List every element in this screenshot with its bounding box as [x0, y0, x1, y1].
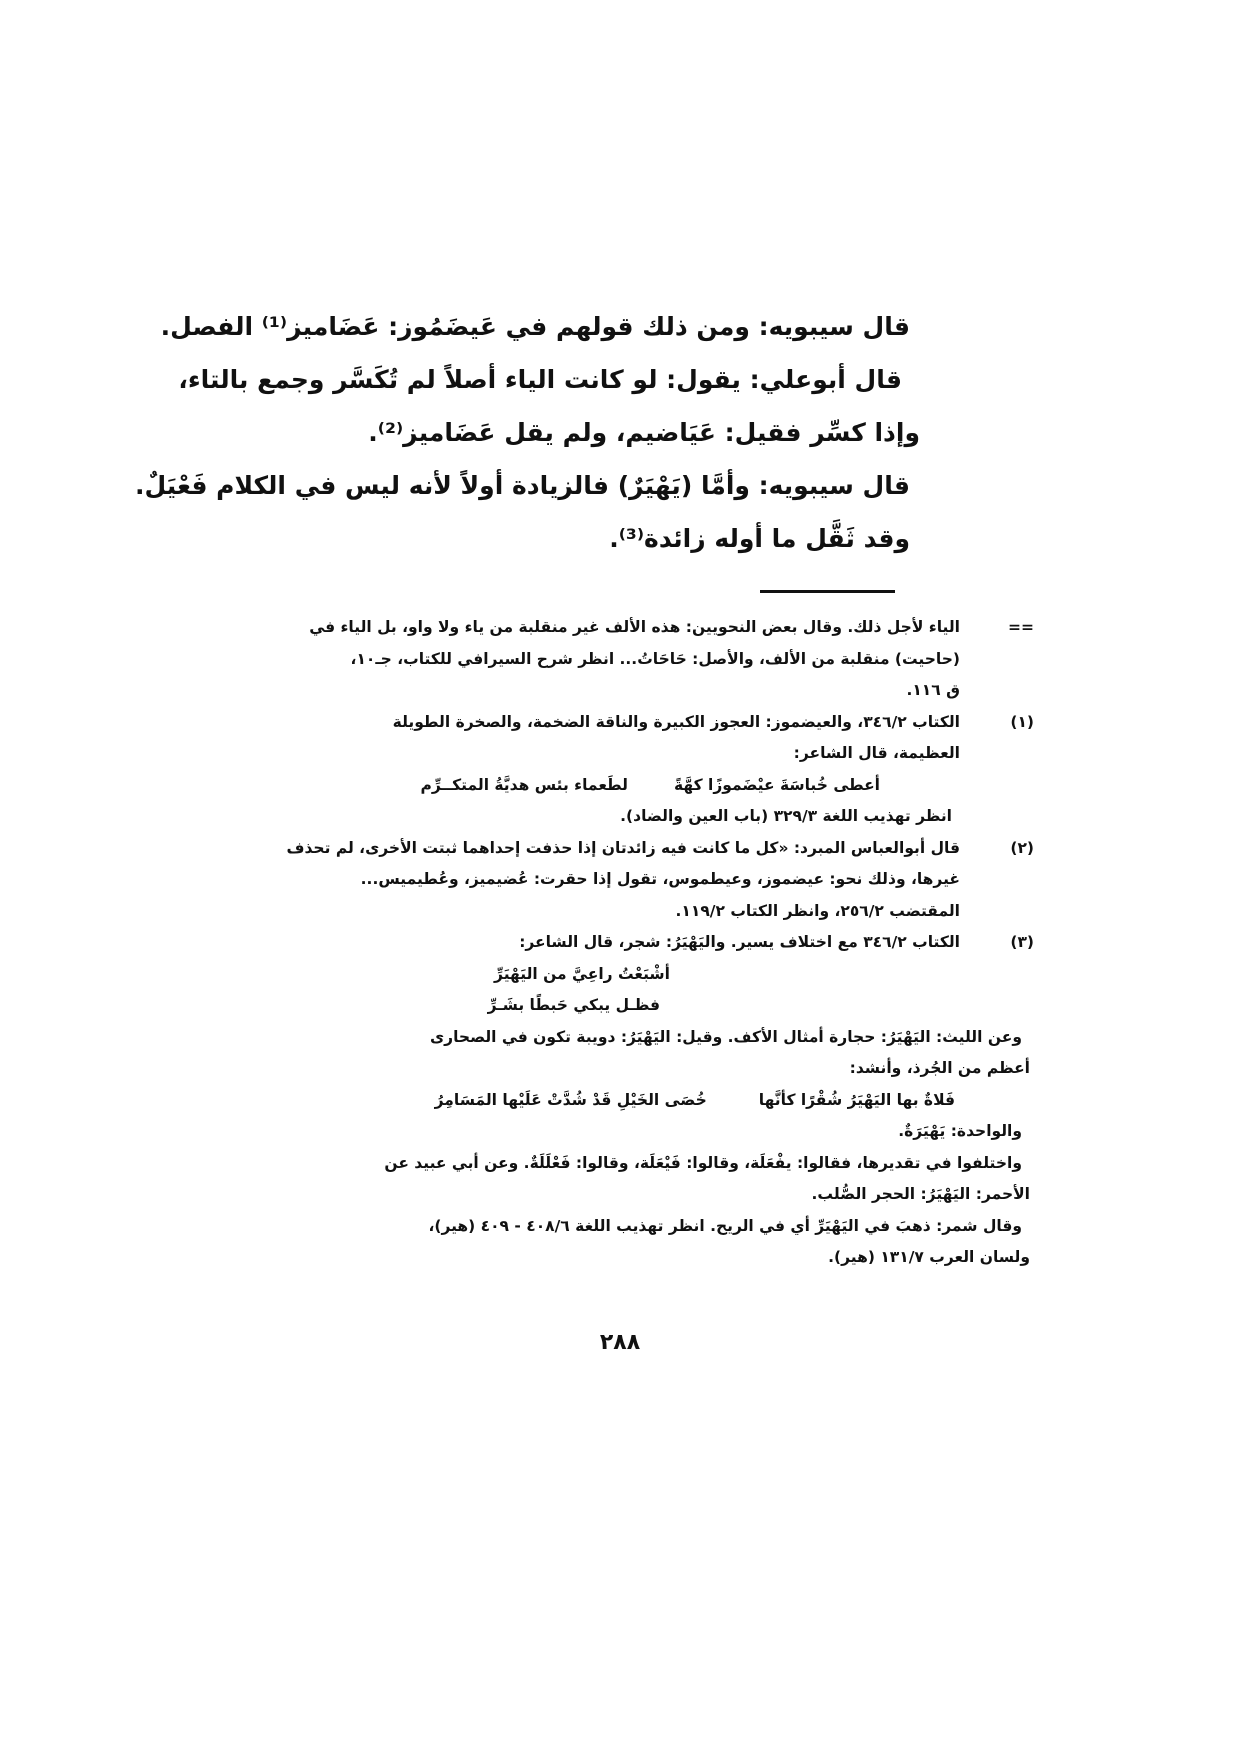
- footnote-line: الكتاب ٣٤٦/٢، والعيضموز: العجوز الكبيرة والناقة الضخمة، والصخرة الطويلة: [392, 712, 960, 731]
- footnote-line: ق ١١٦.: [906, 681, 960, 699]
- footnote-line: الكتاب ٣٤٦/٢ مع اختلاف يسير. واليَهْيَرُ: شجر، قال الشاعر:: [519, 933, 960, 951]
- main-line: قال سيبويه: وأمَّا (يَهْيَرٌ) فالزيادة أولاً لأنه ليس في الكلام فَعْيَلٌ.: [134, 471, 910, 500]
- verse-hemistich: لطَعماء بئس هديَّةُ المتكــرِّم: [420, 775, 628, 794]
- footnote-line: والواحدة: يَهْيَرَةٌ.: [898, 1122, 1022, 1140]
- footnote-line: العظيمة، قال الشاعر:: [793, 744, 960, 762]
- main-line: قال أبوعلي: يقول: لو كانت الياء أصلاً لم تُكَسَّر وجمع بالتاء،: [178, 365, 902, 394]
- main-line: قال سيبويه: ومن ذلك قولهم في عَيضَمُوز: عَضَاميز⁽¹⁾ الفصل.: [160, 312, 910, 341]
- footnote-line: غيرها، وذلك نحو: عيضموز، وعيطموس، تقول إذا حقرت: عُضيميز، وعُطيميس...: [360, 870, 960, 888]
- main-line: وإذا كسِّر فقيل: عَيَاضيم، ولم يقل عَضَاميز⁽²⁾.: [368, 418, 920, 447]
- poetry-verse: [270, 770, 960, 802]
- footnote-line: قال أبوالعباس المبرد: «كل ما كانت فيه زائدتان إذا حذفت إحداهما ثبتت الأخرى، لم تحذف: [286, 838, 960, 857]
- poetry-verse: أشْبَعْتُ راعِيَّ من اليَهْيَرِّ: [494, 964, 670, 983]
- footnote-line: وقال شمر: ذهبَ في اليَهْيَرِّ أي في الريح. انظر تهذيب اللغة ٤٠٨/٦ - ٤٠٩ (هير)،: [428, 1216, 1022, 1235]
- footnote-line: المقتضب ٢٥٦/٢، وانظر الكتاب ١١٩/٢.: [675, 901, 960, 920]
- footnote-line: ولسان العرب ١٣١/٧ (هير).: [828, 1248, 1030, 1266]
- footnote-continuation: [270, 612, 1034, 707]
- footnote-marker: (٣): [1010, 933, 1034, 951]
- verse-hemistich: أعطى خُباسَةَ عيْضَموزًا كهَّةً: [673, 775, 880, 794]
- verse-hemistich: خُصَى الخَيْلِ قَدْ شُدَّتْ عَلَيْها المَسَامِرُ: [434, 1090, 707, 1109]
- footnote-2: [270, 833, 1034, 928]
- footnote-line: الياء لأجل ذلك. وقال بعض النحويين: هذه الألف غير منقلبة من ياء ولا واو، بل الياء في: [309, 618, 960, 636]
- footnote-1: [270, 707, 1034, 833]
- footnote-line: (حاحيت) منقلبة من الألف، والأصل: حَاحَاتُ... انظر شرح السيرافي للكتاب، جـ١٠،: [350, 649, 960, 668]
- page-number: ٢٨٨: [599, 1330, 641, 1355]
- main-text: [134, 300, 920, 565]
- footnote-separator: [760, 590, 895, 593]
- poetry-verse: [270, 1085, 1030, 1117]
- continuation-marker: ==: [1008, 618, 1034, 636]
- footnote-line: وعن الليث: اليَهْيَرُ: حجارة أمثال الأكف. وقيل: اليَهْيَرُ: دويبة تكون في الصحارى: [429, 1027, 1022, 1046]
- footnote-marker: (١): [1010, 712, 1034, 731]
- footnote-line: أعظم من الجُرذ، وأنشد:: [849, 1059, 1030, 1077]
- footnotes: [270, 612, 1034, 1274]
- main-line: وقد ثَقَّل ما أوله زائدة⁽³⁾.: [609, 524, 910, 553]
- footnote-line: واختلفوا في تقديرها، فقالوا: يفْعَلَة، وقالوا: فَيْعَلَة، وقالوا: فَعْلَلَةٌ. وعن أبي عبيد عن: [384, 1153, 1022, 1172]
- footnote-line: انظر تهذيب اللغة ٣٢٩/٣ (باب العين والضاد).: [620, 807, 952, 825]
- poetry-verse: فظـل يبكي حَبطًا بشَـرِّ: [487, 996, 660, 1014]
- verse-hemistich: فَلاةٌ بها اليَهْيَرُ شُقْرًا كأنَّها: [758, 1090, 955, 1109]
- footnote-3-continued: [270, 1022, 1030, 1274]
- footnote-line: الأحمر: اليَهْيَرُ: الحجر الصُّلب.: [811, 1185, 1030, 1203]
- footnote-marker: (٢): [1010, 838, 1034, 857]
- footnote-3: [270, 927, 1034, 1022]
